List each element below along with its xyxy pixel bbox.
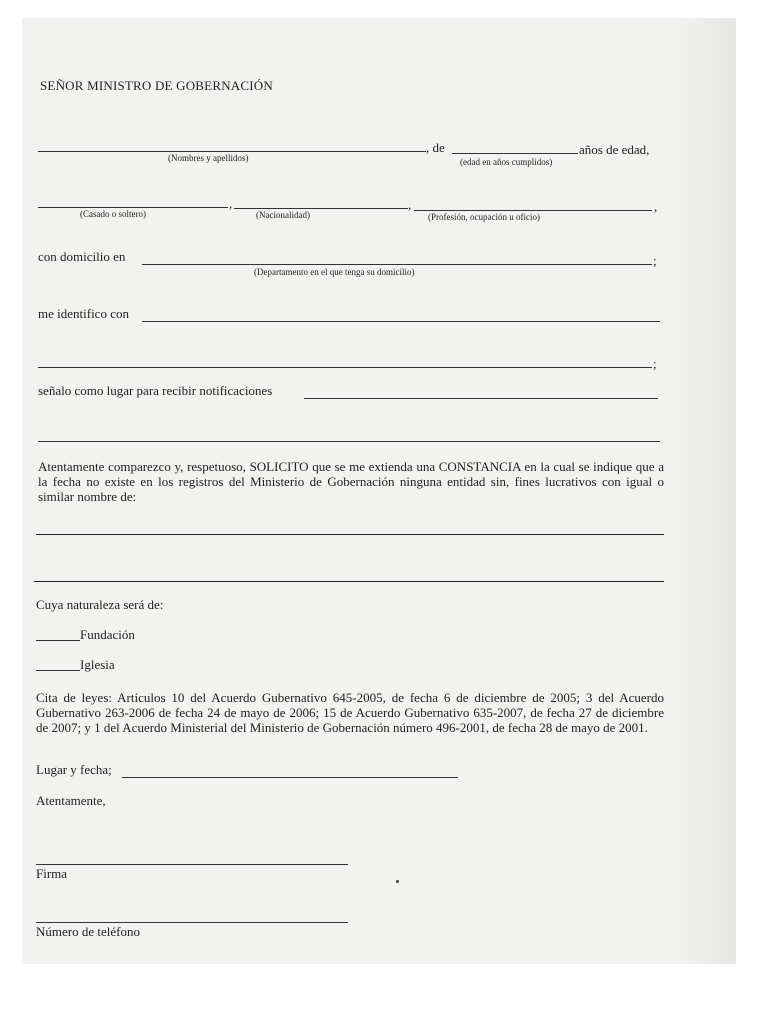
age-suffix-label: años de edad, (579, 142, 650, 157)
comma-1: , (229, 196, 233, 211)
identification-field-continued[interactable] (38, 367, 652, 368)
church-checkbox-line[interactable] (36, 670, 80, 671)
comma-2: , (408, 197, 412, 212)
profession-caption: (Profesión, ocupación u oficio) (428, 212, 540, 222)
legal-citation-paragraph: Cita de leyes: Artículos 10 del Acuerdo Gubernativo 645-2005, de fecha 6 de diciembre de 2005; 3 del Acuerdo Gubernativo 263-2006 de fecha 24 de mayo de 2006; 15 de Acuerdo Gubernativo 635-2007, de fecha 27 de diciembre de 2007; y 1 del Acuerdo Ministerial del Ministerio de Gobernación número 496-2001, de fecha 28 de mayo de 2001. (36, 690, 664, 735)
age-caption: (edad en años cumplidos) (460, 157, 553, 167)
signature-field[interactable] (36, 864, 348, 865)
marital-status-field[interactable] (38, 207, 228, 208)
name-field[interactable] (38, 151, 426, 152)
closing-salutation: Atentamente, (36, 793, 106, 808)
entity-name-field-continued[interactable] (34, 581, 664, 582)
name-caption: (Nombres y apellidos) (168, 153, 249, 163)
domicile-semicolon: ; (653, 253, 657, 268)
identification-field[interactable] (142, 321, 660, 322)
domicile-label: con domicilio en (38, 249, 126, 264)
place-date-field[interactable] (122, 777, 458, 778)
profession-field[interactable] (414, 210, 652, 211)
comma-3: , (654, 199, 658, 214)
notifications-field[interactable] (304, 398, 658, 399)
signature-label: Firma (36, 866, 68, 881)
age-field[interactable] (452, 153, 578, 154)
nationality-field[interactable] (234, 208, 408, 209)
church-option: Iglesia (80, 657, 115, 672)
marital-status-caption: (Casado o soltero) (80, 209, 146, 219)
entity-name-field[interactable] (36, 534, 664, 535)
document-heading: SEÑOR MINISTRO DE GOBERNACIÓN (40, 78, 273, 93)
nationality-caption: (Nacionalidad) (256, 210, 310, 220)
foundation-checkbox-line[interactable] (36, 640, 80, 641)
request-paragraph: Atentamente comparezco y, respetuoso, SOLICITO que se me extienda una CONSTANCIA en la cual se indique que a la fecha no existe en los registros del Ministerio de Gobernación ninguna entidad sin, fines lucrativos con igual o similar nombre de: (38, 459, 664, 504)
place-date-label: Lugar y fecha; (36, 762, 112, 777)
de-label: , de (426, 140, 445, 155)
foundation-option: Fundación (80, 627, 135, 642)
notifications-label: señalo como lugar para recibir notificaciones (38, 383, 273, 398)
stray-mark (396, 880, 399, 883)
identification-semicolon: ; (653, 356, 657, 371)
identification-label: me identifico con (38, 306, 129, 321)
nature-label: Cuya naturaleza será de: (36, 597, 164, 612)
phone-label: Número de teléfono (36, 924, 140, 939)
domicile-field[interactable] (142, 264, 652, 265)
domicile-caption: (Departamento en el que tenga su domicilio) (254, 267, 415, 277)
notifications-field-continued[interactable] (38, 441, 660, 442)
phone-field[interactable] (36, 922, 348, 923)
